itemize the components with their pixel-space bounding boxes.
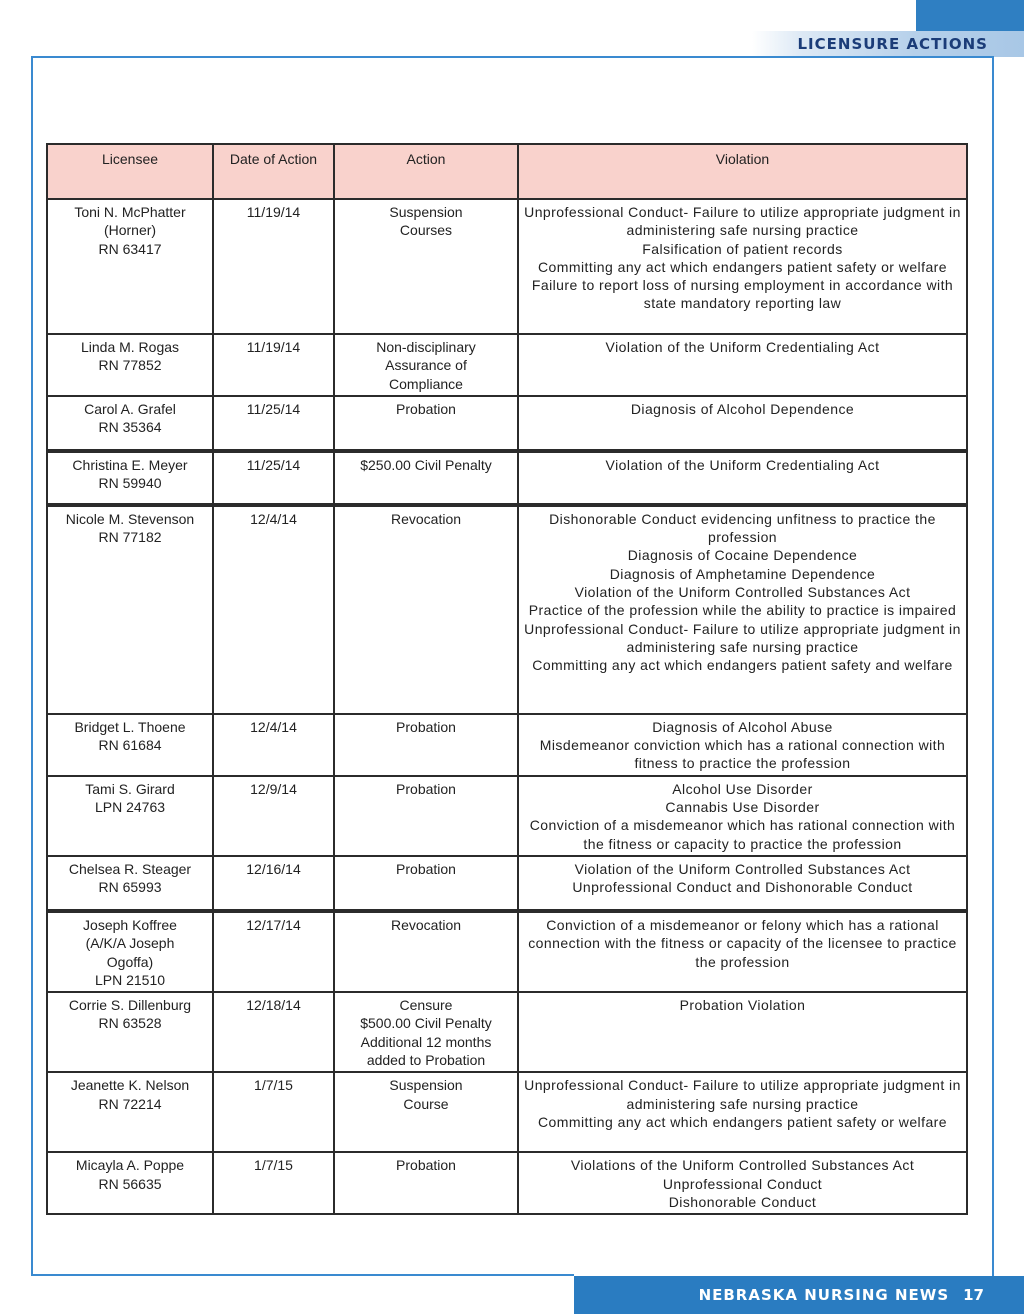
violation-cell-line: Violation of the Uniform Controlled Substances Act	[574, 860, 911, 877]
licensee-cell-line: Tami S. Girard	[85, 780, 175, 797]
action-cell-line: added to Probation	[366, 1052, 486, 1069]
licensee-cell-line: Nicole M. Stevenson	[65, 510, 195, 527]
violation-cell-line: Unprofessional Conduct	[662, 1175, 823, 1192]
action-cell	[334, 856, 518, 911]
violation-cell-line: Unprofessional Conduct and Dishonorable Conduct	[572, 879, 913, 896]
date-cell: 11/25/14	[213, 396, 334, 451]
violation-cell	[518, 451, 967, 505]
licensee-cell	[47, 396, 213, 451]
date-cell: 1/7/15	[213, 1152, 334, 1214]
table-row	[47, 451, 967, 505]
violation-cell-line: Violation of the Uniform Credentialing Act	[605, 339, 880, 355]
action-cell-line: Suspension	[389, 204, 463, 220]
violation-cell-line: Practice of the profession while the ability to practice is impaired	[528, 602, 957, 619]
violation-cell-line: Unprofessional Conduct- Failure to utilize appropriate judgment in administering safe nursing practice	[524, 204, 961, 239]
column-header-violation: Violation	[518, 144, 967, 199]
action-cell	[334, 199, 518, 334]
violation-cell-line: Violations of the Uniform Controlled Substances Act	[570, 1157, 915, 1174]
page-number: 17	[963, 1286, 984, 1304]
violation-cell-line: Unprofessional Conduct- Failure to utilize appropriate judgment in administering safe nursing practice	[524, 1077, 961, 1112]
violation-cell-line: Committing any act which endangers patient safety or welfare	[537, 1113, 948, 1130]
table-header-row	[47, 144, 967, 199]
date-cell: 12/9/14	[213, 776, 334, 856]
action-cell-line: Revocation	[390, 916, 462, 933]
licensee-cell-line: RN 35364	[98, 419, 162, 436]
action-cell	[334, 1072, 518, 1152]
action-cell-line: Courses	[399, 222, 453, 239]
date-cell: 11/19/14	[213, 199, 334, 334]
licensee-cell-line: Christina E. Meyer	[72, 456, 188, 473]
publication-name: NEBRASKA NURSING NEWS	[698, 1286, 950, 1304]
action-cell	[334, 1152, 518, 1214]
violation-cell	[518, 1072, 967, 1152]
violation-cell-line: Failure to report loss of nursing employment in accordance with state mandatory reporting law	[531, 277, 954, 312]
licensee-cell-line: RN 63528	[98, 1015, 162, 1032]
licensee-cell	[47, 1152, 213, 1214]
table-row	[47, 714, 967, 776]
table-row	[47, 911, 967, 992]
action-cell	[334, 334, 518, 396]
violation-cell	[518, 714, 967, 776]
licensee-cell	[47, 911, 213, 992]
licensee-cell-line: RN 61684	[98, 737, 162, 754]
action-cell-line: Revocation	[390, 510, 462, 527]
violation-cell-line: Diagnosis of Cocaine Dependence	[627, 547, 858, 564]
licensee-cell-line: Carol A. Grafel	[84, 400, 176, 417]
licensee-cell	[47, 992, 213, 1072]
violation-cell	[518, 396, 967, 451]
violation-cell	[518, 1152, 967, 1214]
action-cell-line: Probation	[396, 400, 456, 417]
violation-cell-line: Unprofessional Conduct- Failure to utilize appropriate judgment in administering safe nursing practice	[524, 620, 961, 655]
action-cell-line: Probation	[396, 780, 456, 797]
table-row	[47, 334, 967, 396]
date-cell: 12/16/14	[213, 856, 334, 911]
violation-cell	[518, 776, 967, 856]
violation-cell	[518, 992, 967, 1072]
licensee-cell-line: Micayla A. Poppe	[75, 1157, 185, 1174]
violation-cell-line: Probation Violation	[679, 997, 806, 1014]
licensee-cell-line: RN 77182	[98, 529, 162, 546]
violation-cell-line: Falsification of patient records	[642, 240, 843, 257]
licensee-cell-line: Jeanette K. Nelson	[70, 1077, 190, 1094]
licensee-cell-line: Chelsea R. Steager	[68, 860, 192, 877]
licensee-cell-line: RN 59940	[98, 475, 162, 492]
date-cell: 12/4/14	[213, 714, 334, 776]
action-cell-line: Suspension	[389, 1077, 463, 1094]
action-cell-line: Non-disciplinary	[376, 339, 476, 355]
violation-cell	[518, 856, 967, 911]
action-cell	[334, 451, 518, 505]
licensee-cell-line: Bridget L. Thoene	[74, 718, 186, 735]
table-row	[47, 992, 967, 1072]
date-cell: 1/7/15	[213, 1072, 334, 1152]
table-row	[47, 1072, 967, 1152]
action-cell	[334, 714, 518, 776]
column-header-date: Date of Action	[213, 144, 334, 199]
licensee-cell-line: RN 65993	[98, 879, 162, 896]
violation-cell	[518, 199, 967, 334]
date-cell: 12/18/14	[213, 992, 334, 1072]
action-cell-line: Compliance	[389, 375, 463, 392]
action-cell	[334, 396, 518, 451]
table-row	[47, 1152, 967, 1214]
licensee-cell	[47, 714, 213, 776]
action-cell-line: $500.00 Civil Penalty	[360, 1015, 492, 1032]
licensee-cell-line: RN 72214	[98, 1095, 162, 1112]
violation-cell-line: Alcohol Use Disorder	[672, 780, 813, 797]
action-cell-line: Course	[403, 1095, 449, 1112]
violation-cell	[518, 911, 967, 992]
violation-cell-line: Diagnosis of Amphetamine Dependence	[609, 565, 876, 582]
violation-cell-line: Dishonorable Conduct	[668, 1193, 817, 1210]
page-frame-bottom-edge	[31, 1274, 574, 1276]
violation-cell-line: Committing any act which endangers patient safety and welfare	[532, 657, 953, 674]
violation-cell-line: Cannabis Use Disorder	[665, 799, 820, 816]
date-cell: 11/19/14	[213, 334, 334, 396]
licensee-cell	[47, 856, 213, 911]
column-header-action: Action	[334, 144, 518, 199]
licensee-cell-line: RN 56635	[98, 1175, 162, 1192]
action-cell	[334, 505, 518, 714]
footer-band	[574, 1276, 1024, 1314]
licensee-cell-line: Ogoffa)	[106, 953, 154, 970]
violation-cell-line: Diagnosis of Alcohol Dependence	[630, 400, 855, 417]
action-cell	[334, 992, 518, 1072]
violation-cell-line: Committing any act which endangers patient safety or welfare	[537, 258, 948, 275]
violation-cell-line: Misdemeanor conviction which has a rational connection with fitness to practice the profession	[539, 737, 946, 772]
table-row	[47, 396, 967, 451]
column-header-licensee: Licensee	[47, 144, 213, 199]
action-cell	[334, 776, 518, 856]
table-body	[47, 199, 967, 1214]
licensee-cell-line: LPN 21510	[94, 971, 166, 988]
date-cell: 12/4/14	[213, 505, 334, 714]
violation-cell-line: Violation of the Uniform Credentialing Act	[605, 456, 880, 473]
action-cell-line: Censure	[399, 997, 453, 1014]
violation-cell-line: Dishonorable Conduct evidencing unfitness to practice the profession	[549, 510, 936, 546]
action-cell-line: Additional 12 months	[360, 1033, 492, 1050]
licensure-actions-table	[46, 143, 968, 1215]
page-frame-right-edge	[992, 56, 994, 1276]
action-cell	[334, 911, 518, 992]
licensee-cell-line: RN 63417	[98, 240, 162, 257]
date-cell: 11/25/14	[213, 451, 334, 505]
violation-cell	[518, 505, 967, 714]
licensee-cell	[47, 505, 213, 714]
licensee-cell-line: RN 77852	[98, 357, 162, 374]
licensee-cell-line: Linda M. Rogas	[80, 339, 180, 355]
action-cell-line: $250.00 Civil Penalty	[360, 456, 492, 473]
section-title: LICENSURE ACTIONS	[797, 35, 988, 53]
licensee-cell-line: Corrie S. Dillenburg	[68, 997, 192, 1014]
licensee-cell-line: Toni N. McPhatter	[74, 204, 186, 220]
violation-cell-line: Conviction of a misdemeanor or felony which has a rational connection with the fitness or capacity of the licensee to practice the profession	[528, 916, 957, 970]
licensee-cell-line: (Horner)	[103, 222, 157, 239]
licensee-cell	[47, 451, 213, 505]
licensee-cell-line: Joseph Koffree	[83, 916, 177, 933]
violation-cell-line: Violation of the Uniform Controlled Substances Act	[574, 584, 911, 601]
table-row	[47, 776, 967, 856]
licensee-cell	[47, 334, 213, 396]
action-cell-line: Probation	[396, 718, 456, 735]
licensee-cell	[47, 776, 213, 856]
violation-cell-line: Conviction of a misdemeanor which has rational connection with the fitness or capacity to practice the profession	[529, 817, 956, 852]
action-cell-line: Probation	[396, 860, 456, 877]
section-header	[752, 31, 1024, 57]
licensee-cell-line: LPN 24763	[94, 799, 166, 816]
action-cell-line: Probation	[396, 1157, 456, 1174]
violation-cell	[518, 334, 967, 396]
licensee-cell	[47, 1072, 213, 1152]
table-row	[47, 199, 967, 334]
table-row	[47, 505, 967, 714]
date-cell: 12/17/14	[213, 911, 334, 992]
table-row	[47, 856, 967, 911]
action-cell-line: Assurance of	[385, 357, 467, 374]
licensee-cell-line: (A/K/A Joseph	[85, 935, 175, 952]
licensee-cell	[47, 199, 213, 334]
violation-cell-line: Diagnosis of Alcohol Abuse	[652, 718, 833, 735]
